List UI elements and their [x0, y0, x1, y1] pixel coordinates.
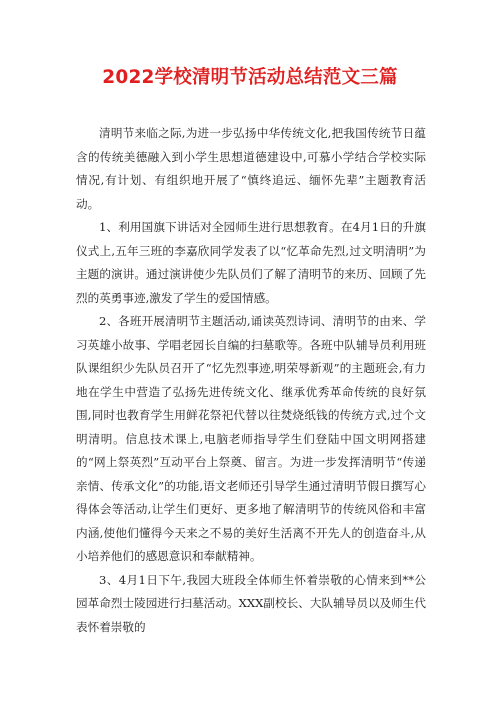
document-title: 2022学校清明节活动总结范文三篇	[102, 67, 398, 88]
paragraph-3: 3、4月1日下午,我园大班段全体师生怀着崇敬的心情来到**公园革命烈士陵园进行扫墓活动。XXX副校长、大队辅导员以及师生代表怀着崇敬的	[76, 572, 426, 634]
paragraph-2: 2、各班开展清明节主题活动,诵读英烈诗词、清明节的由来、学习英雄小故事、学唱老园长自编的扫墓歌等。各班中队辅导员利用班队课组织少先队员召开了“忆先烈事迹,明荣辱新观”的主题班会,有力地在学生中营造了弘扬先进传统文化、继承优秀革命传统的良好氛围,同时也教育学生用鲜花祭祀代替以往焚烧纸钱的传统方式,过个文明清明。信息技术课上,电脑老师指导学生们登陆中国文明网搭建的“网上祭英烈”互动平台上祭奠、留言。为进一步发挥清明节“传递亲情、传承文化”的功能,语文老师还引导学生通过清明节假日撰写心得体会等活动,让学生们更好、更多地了解清明节的传统风俗和丰富内涵,使他们懂得今天来之不易的美好生活离不开先人的创造奋斗,从小培养他们的感恩意识和奉献精神。	[76, 314, 426, 563]
paragraph-intro: 清明节来临之际,为进一步弘扬中华传统文化,把我国传统节日蕴含的传统美德融入到小学生思想道德建设中,可慕小学结合学校实际情况,有计划、有组织地开展了“慎终追远、缅怀先辈”主题教育活动。	[76, 126, 426, 211]
paragraph-1: 1、利用国旗下讲话对全园师生进行思想教育。在4月1日的升旗仪式上,五年三班的李嘉欣同学发表了以“忆革命先烈,过文明清明”为主题的演讲。通过演讲使少先队员们了解了清明节的来历、回顾了先烈的英勇事迹,激发了学生的爱国情感。	[76, 220, 426, 305]
document-body	[76, 122, 426, 639]
